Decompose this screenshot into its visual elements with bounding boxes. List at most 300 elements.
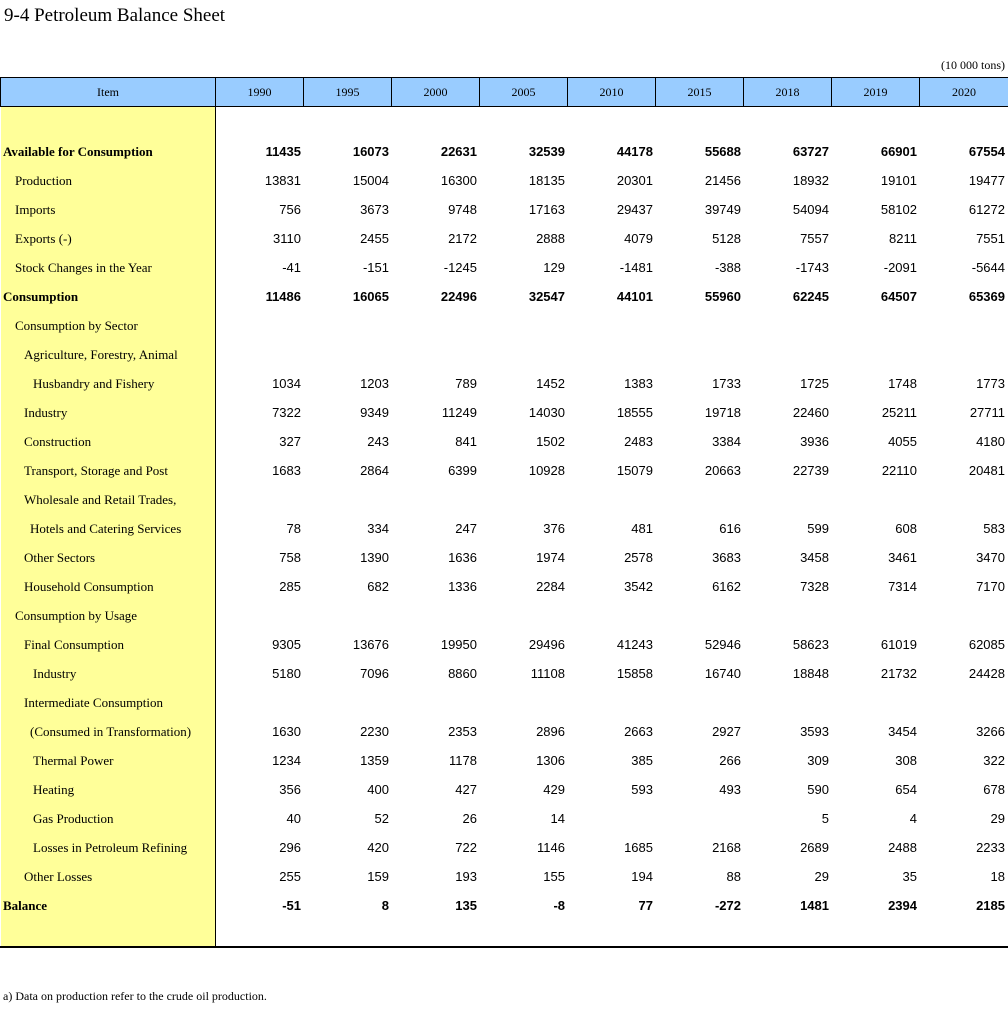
table-cell: -1481: [619, 260, 653, 275]
table-cell: 356: [279, 782, 301, 797]
row-label: (Consumed in Transformation): [30, 724, 192, 739]
table-cell: [567, 311, 653, 340]
row-label: Agriculture, Forestry, Animal: [24, 347, 178, 362]
table-cell: 1336: [448, 579, 477, 594]
table-row: [0, 485, 1008, 514]
table-cell: [831, 601, 917, 630]
table-cell: [391, 601, 477, 630]
table-cell: [919, 311, 1005, 340]
unit-label: (10 000 tons): [941, 58, 1005, 72]
table-cell: [479, 688, 565, 717]
table-cell: 2230: [360, 724, 389, 739]
table-cell: 616: [719, 521, 741, 536]
table-cell: 493: [719, 782, 741, 797]
table-cell: 400: [367, 782, 389, 797]
table-cell: 27711: [969, 405, 1005, 420]
table-row: [0, 195, 1008, 224]
table-cell: 41243: [616, 637, 653, 652]
table-cell: 308: [895, 753, 917, 768]
table-cell: -41: [282, 260, 301, 275]
table-cell: 22110: [881, 463, 917, 478]
table-cell: 2689: [800, 840, 829, 855]
table-cell: 18932: [792, 173, 829, 188]
table-row: [0, 282, 1008, 311]
table-cell: 135: [455, 898, 477, 913]
table-cell: 58623: [792, 637, 829, 652]
header-year: 2000: [392, 78, 480, 106]
table-row: [0, 311, 1008, 340]
table-cell: 55688: [704, 144, 741, 159]
table-cell: 678: [983, 782, 1005, 797]
table-cell: 682: [367, 579, 389, 594]
table-cell: 29: [990, 811, 1005, 826]
table-cell: [479, 340, 565, 369]
table-cell: 66901: [880, 144, 917, 159]
table-row: [0, 427, 1008, 456]
table-cell: 1974: [536, 550, 565, 565]
table-cell: 194: [631, 869, 653, 884]
table-cell: [655, 340, 741, 369]
table-cell: 3936: [800, 434, 829, 449]
table-cell: 1452: [536, 376, 565, 391]
table-cell: [567, 601, 653, 630]
table-cell: 11486: [265, 289, 301, 304]
table-cell: 3542: [624, 579, 653, 594]
table-cell: 1630: [272, 724, 301, 739]
table-cell: 4079: [624, 231, 653, 246]
table-cell: 25211: [881, 405, 917, 420]
table-cell: 3384: [712, 434, 741, 449]
table-cell: 2888: [536, 231, 565, 246]
table-cell: -51: [282, 898, 301, 913]
table-cell: 39749: [704, 202, 741, 217]
table-row: [0, 543, 1008, 572]
table-cell: 1748: [888, 376, 917, 391]
table-cell: 2233: [976, 840, 1005, 855]
table-cell: 29496: [528, 637, 565, 652]
table-cell: 129: [543, 260, 565, 275]
table-row: [0, 862, 1008, 891]
table-cell: 322: [983, 753, 1005, 768]
table-cell: [303, 688, 389, 717]
table-cell: [743, 340, 829, 369]
table-cell: 327: [279, 434, 301, 449]
table-cell: 2663: [624, 724, 653, 739]
table-cell: 481: [631, 521, 653, 536]
row-label: Heating: [33, 782, 75, 797]
table-cell: -388: [714, 260, 741, 275]
table-cell: 19950: [440, 637, 477, 652]
table-cell: 35: [902, 869, 917, 884]
table-row: [0, 688, 1008, 717]
table-cell: 7170: [976, 579, 1005, 594]
table-cell: 193: [455, 869, 477, 884]
table-cell: -2091: [883, 260, 917, 275]
table-cell: [215, 485, 301, 514]
table-cell: 285: [279, 579, 301, 594]
table-cell: 52946: [704, 637, 741, 652]
table-cell: 376: [543, 521, 565, 536]
table-row: [0, 166, 1008, 195]
table-cell: [567, 485, 653, 514]
table-cell: 7328: [800, 579, 829, 594]
table-row: [0, 659, 1008, 688]
table-cell: 309: [807, 753, 829, 768]
row-label: Hotels and Catering Services: [30, 521, 182, 536]
table-cell: 18555: [616, 405, 653, 420]
table-cell: 15079: [616, 463, 653, 478]
row-label: Stock Changes in the Year: [15, 260, 152, 275]
table-row: [0, 369, 1008, 398]
table-cell: 2284: [536, 579, 565, 594]
table-cell: 13676: [352, 637, 389, 652]
table-cell: 8211: [889, 231, 917, 246]
row-label: Consumption: [3, 289, 79, 304]
table-cell: 3683: [712, 550, 741, 565]
table-cell: 7096: [360, 666, 389, 681]
table-cell: 78: [286, 521, 301, 536]
table-cell: 67554: [968, 144, 1005, 159]
table-cell: [743, 311, 829, 340]
table-cell: 1146: [537, 840, 565, 855]
table-cell: 1383: [624, 376, 653, 391]
row-label: Final Consumption: [24, 637, 125, 652]
table-row: [0, 398, 1008, 427]
table-cell: [655, 485, 741, 514]
table-cell: 15004: [352, 173, 389, 188]
table-cell: 429: [543, 782, 565, 797]
table-cell: 1034: [272, 376, 301, 391]
row-label: Transport, Storage and Post: [24, 463, 168, 478]
header-year: 2019: [832, 78, 920, 106]
table-cell: 2185: [976, 898, 1005, 913]
table-cell: [215, 311, 301, 340]
table-cell: 3461: [888, 550, 917, 565]
table-cell: 13831: [264, 173, 301, 188]
table-cell: 3110: [273, 231, 301, 246]
table-cell: 2353: [448, 724, 477, 739]
row-label: Imports: [15, 202, 56, 217]
table-cell: 3470: [976, 550, 1005, 565]
table-cell: 1481: [800, 898, 829, 913]
table-cell: 24428: [968, 666, 1005, 681]
table-cell: [215, 688, 301, 717]
table-cell: 159: [367, 869, 389, 884]
table-cell: 756: [279, 202, 301, 217]
table-row: [0, 253, 1008, 282]
table-bottom-border: [0, 946, 1008, 948]
table-row: [0, 514, 1008, 543]
table-cell: [919, 601, 1005, 630]
table-cell: 10928: [528, 463, 565, 478]
row-label: Other Losses: [24, 869, 93, 884]
table-cell: 63727: [792, 144, 829, 159]
table-cell: 16300: [440, 173, 477, 188]
table-cell: [743, 601, 829, 630]
row-label: Wholesale and Retail Trades,: [24, 492, 177, 507]
table-cell: 7557: [800, 231, 829, 246]
table-cell: [655, 311, 741, 340]
table-cell: 1502: [536, 434, 565, 449]
table-cell: 841: [455, 434, 477, 449]
table-cell: 593: [631, 782, 653, 797]
table-row: [0, 601, 1008, 630]
row-label: Production: [15, 173, 73, 188]
header-year: 2015: [656, 78, 744, 106]
table-cell: 583: [983, 521, 1005, 536]
table-cell: [303, 485, 389, 514]
table-cell: [215, 340, 301, 369]
table-cell: 20301: [616, 173, 653, 188]
table-cell: [215, 601, 301, 630]
table-cell: 2455: [360, 231, 389, 246]
table-cell: [743, 688, 829, 717]
table-cell: [391, 485, 477, 514]
table-cell: -151: [362, 260, 389, 275]
table-cell: 19477: [968, 173, 1005, 188]
table-cell: 19718: [704, 405, 741, 420]
table-cell: [479, 311, 565, 340]
table-cell: [303, 340, 389, 369]
table-cell: 1203: [360, 376, 389, 391]
table-cell: 1636: [448, 550, 477, 565]
table-cell: 247: [455, 521, 477, 536]
table-cell: 2483: [624, 434, 653, 449]
table-cell: 9748: [448, 202, 477, 217]
table-row: [0, 833, 1008, 862]
table-cell: 4: [909, 811, 917, 826]
table-cell: 420: [367, 840, 389, 855]
table-cell: 385: [631, 753, 653, 768]
table-cell: 44101: [616, 289, 653, 304]
table-cell: 22739: [792, 463, 829, 478]
table-cell: 1359: [360, 753, 389, 768]
table-cell: 1234: [272, 753, 301, 768]
table-cell: 3593: [800, 724, 829, 739]
table-cell: 5180: [272, 666, 301, 681]
table-cell: 1683: [272, 463, 301, 478]
row-label: Available for Consumption: [3, 144, 153, 159]
table-row: [0, 572, 1008, 601]
table-cell: 8: [381, 898, 389, 913]
table-cell: 4055: [888, 434, 917, 449]
table-cell: [391, 688, 477, 717]
table-cell: 29437: [616, 202, 653, 217]
table-cell: [567, 340, 653, 369]
table-cell: 22631: [440, 144, 477, 159]
table-cell: 722: [455, 840, 477, 855]
table-cell: 9349: [360, 405, 389, 420]
table-cell: 22460: [792, 405, 829, 420]
row-label: Construction: [24, 434, 92, 449]
table-cell: 3266: [976, 724, 1005, 739]
table-row: [0, 746, 1008, 775]
table-cell: 18135: [528, 173, 565, 188]
table-cell: -1245: [443, 260, 477, 275]
table-cell: [391, 311, 477, 340]
table-cell: [919, 340, 1005, 369]
row-label: Losses in Petroleum Refining: [33, 840, 188, 855]
table-row: [0, 630, 1008, 659]
table-cell: 8860: [448, 666, 477, 681]
row-label: Intermediate Consumption: [24, 695, 164, 710]
table-cell: 3458: [800, 550, 829, 565]
table-cell: [655, 804, 741, 833]
header-year: 2020: [952, 84, 976, 99]
header-year: 2010: [568, 78, 656, 106]
table-row: [0, 224, 1008, 253]
table-cell: [831, 688, 917, 717]
table-cell: [567, 804, 653, 833]
table-cell: 1306: [536, 753, 565, 768]
table-cell: [479, 485, 565, 514]
table-cell: 40: [286, 811, 301, 826]
table-cell: 1390: [360, 550, 389, 565]
table-cell: 6162: [712, 579, 741, 594]
row-label: Thermal Power: [33, 753, 114, 768]
table-row: [0, 775, 1008, 804]
table-cell: 590: [807, 782, 829, 797]
table-cell: 22496: [440, 289, 477, 304]
balance-table: [0, 77, 1008, 949]
table-cell: 255: [279, 869, 301, 884]
table-cell: 64507: [880, 289, 917, 304]
table-cell: 2172: [448, 231, 477, 246]
table-row: [0, 456, 1008, 485]
table-cell: 266: [719, 753, 741, 768]
table-cell: 17163: [528, 202, 565, 217]
table-cell: 65369: [968, 289, 1005, 304]
table-cell: 2864: [360, 463, 389, 478]
table-cell: 20481: [968, 463, 1005, 478]
table-cell: 296: [279, 840, 301, 855]
table-cell: 4180: [976, 434, 1005, 449]
table-cell: 9305: [272, 637, 301, 652]
table-row: [0, 717, 1008, 746]
table-cell: [391, 340, 477, 369]
table-cell: 62245: [792, 289, 829, 304]
table-cell: [655, 688, 741, 717]
table-cell: [831, 340, 917, 369]
table-cell: [567, 688, 653, 717]
table-cell: 5: [821, 811, 829, 826]
table-cell: [919, 485, 1005, 514]
table-cell: 21456: [704, 173, 741, 188]
table-cell: 21732: [880, 666, 917, 681]
table-cell: [831, 311, 917, 340]
table-cell: 20663: [704, 463, 741, 478]
table-cell: 58102: [880, 202, 917, 217]
row-label: Husbandry and Fishery: [33, 376, 155, 391]
row-label: Other Sectors: [24, 550, 96, 565]
table-cell: [831, 485, 917, 514]
table-cell: [303, 601, 389, 630]
table-cell: 29: [814, 869, 829, 884]
table-cell: [743, 485, 829, 514]
table-cell: 11435: [265, 144, 301, 159]
table-cell: 1725: [800, 376, 829, 391]
table-cell: 155: [543, 869, 565, 884]
table-cell: [479, 601, 565, 630]
table-cell: 1773: [976, 376, 1005, 391]
table-cell: -1743: [795, 260, 829, 275]
header-year: 2005: [480, 78, 568, 106]
header-year: 1990: [216, 78, 304, 106]
table-cell: 15858: [616, 666, 653, 681]
footnote: a) Data on production refer to the crude oil production.: [3, 989, 267, 1003]
table-cell: 14030: [528, 405, 565, 420]
table-cell: -8: [553, 898, 565, 913]
table-cell: 26: [462, 811, 477, 826]
header-item: Item: [0, 78, 216, 106]
table-row: [0, 340, 1008, 369]
table-row: [0, 804, 1008, 833]
table-cell: 7551: [976, 231, 1005, 246]
table-cell: 88: [726, 869, 741, 884]
table-cell: 6399: [448, 463, 477, 478]
table-cell: 11249: [441, 405, 477, 420]
table-cell: -5644: [971, 260, 1005, 275]
row-label: Exports (-): [15, 231, 72, 246]
table-cell: 62085: [968, 637, 1005, 652]
table-cell: [919, 688, 1005, 717]
table-cell: 758: [279, 550, 301, 565]
table-cell: 608: [895, 521, 917, 536]
table-cell: 3454: [888, 724, 917, 739]
table-cell: 3673: [360, 202, 389, 217]
table-cell: 54094: [792, 202, 829, 217]
table-cell: 11108: [530, 666, 565, 681]
table-cell: [655, 601, 741, 630]
table-cell: 243: [367, 434, 389, 449]
row-label: Industry: [24, 405, 68, 420]
row-label: Gas Production: [33, 811, 114, 826]
table-cell: 52: [374, 811, 389, 826]
table-cell: 16073: [352, 144, 389, 159]
table-cell: 18: [990, 869, 1005, 884]
table-cell: 18848: [792, 666, 829, 681]
table-row: [0, 891, 1008, 920]
table-cell: 14: [550, 811, 565, 826]
table-cell: 16740: [704, 666, 741, 681]
table-cell: 1733: [712, 376, 741, 391]
table-cell: 55960: [704, 289, 741, 304]
table-cell: 61272: [968, 202, 1005, 217]
table-cell: 334: [367, 521, 389, 536]
row-label: Balance: [3, 898, 48, 913]
header-year: 1995: [304, 78, 392, 106]
table-cell: 2896: [536, 724, 565, 739]
row-label: Household Consumption: [24, 579, 154, 594]
table-cell: 2168: [712, 840, 741, 855]
table-cell: 1685: [624, 840, 653, 855]
table-cell: 2927: [712, 724, 741, 739]
table-cell: 77: [638, 898, 653, 913]
row-label: Consumption by Sector: [15, 318, 138, 333]
table-cell: 19101: [880, 173, 917, 188]
table-cell: -272: [714, 898, 741, 913]
row-label: Industry: [33, 666, 77, 681]
table-cell: 32539: [528, 144, 565, 159]
table-cell: 2488: [888, 840, 917, 855]
table-cell: 789: [455, 376, 477, 391]
table-cell: 2578: [624, 550, 653, 565]
table-cell: 7322: [272, 405, 301, 420]
table-cell: 1178: [449, 753, 477, 768]
table-cell: 44178: [616, 144, 653, 159]
table-cell: 599: [807, 521, 829, 536]
table-cell: [303, 311, 389, 340]
